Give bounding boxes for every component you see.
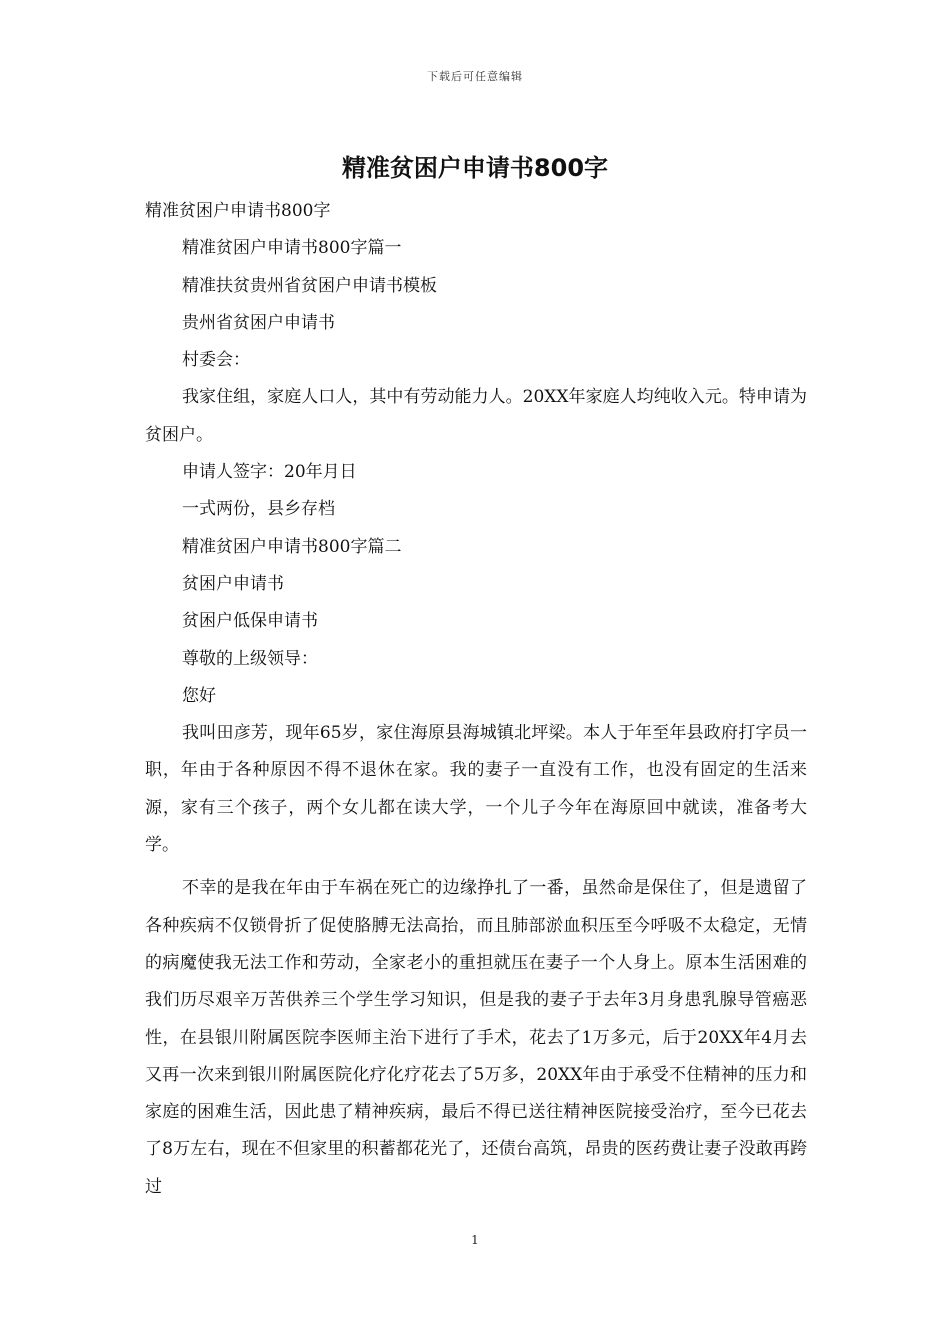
application-title: 贫困户申请书 <box>182 573 284 594</box>
document-title: 精准贫困户申请书800字 <box>341 154 609 182</box>
signature-line: 申请人签字：20年月日 <box>182 462 357 483</box>
greeting: 您好 <box>182 685 216 706</box>
application-subtitle: 贫困户低保申请书 <box>182 611 318 632</box>
page-header-note: 下载后可任意编辑 <box>427 70 523 83</box>
section-heading-one: 精准贫困户申请书800字篇一 <box>182 238 402 259</box>
archive-note: 一式两份，县乡存档 <box>182 499 335 520</box>
doc-subtitle: 精准贫困户申请书800字 <box>145 201 331 221</box>
paragraph: 不幸的是我在年由于车祸在死亡的边缘挣扎了一番，虽然命是保住了，但是遗留了各种疾病不仅锁骨折了促使胳膊无法高抬，而且肺部淤血积压至今呼吸不太稳定，无情的病魔使我无法工作和劳动，全家老小的重担就压在妻子一个人身上。原本生活困难的我们历尽艰辛万苦供养三个学生学习知识，但是我的妻子于去年3月身患乳腺导管癌恶性，在县银川附属医院李医师主治下进行了手术，花去了1万多元，后于20XX年4月去又再一次来到银川附属医院化疗化疗花去了5万多，20XX年由于承受不住精神的压力和家庭的困难生活，因此患了精神疾病，最后不得已送往精神医院接受治疗，至今已花去了8万左右，现在不但家里的积蓄都花光了，还债台高筑，昂贵的医药费让妻子没敢再跨过 <box>145 878 807 1197</box>
page-number: 1 <box>471 1233 479 1247</box>
salutation: 村委会： <box>182 350 250 371</box>
application-title: 贵州省贫困户申请书 <box>182 312 335 333</box>
paragraph: 我叫田彦芳，现年65岁，家住海原县海城镇北坪梁。本人于年至年县政府打字员一职，年由于各种原因不得不退休在家。我的妻子一直没有工作，也没有固定的生活来源，家有三个孩子，两个女儿都在读大学，一个儿子今年在海原回中就读，准备考大学。 <box>145 723 807 856</box>
salutation: 尊敬的上级领导： <box>182 648 318 669</box>
section-heading-two: 精准贫困户申请书800字篇二 <box>182 536 402 557</box>
paragraph: 我家住组，家庭人口人，其中有劳动能力人。20XX年家庭人均纯收入元。特申请为贫困户。 <box>145 387 807 445</box>
document-body <box>145 193 807 1206</box>
template-title: 精准扶贫贵州省贫困户申请书模板 <box>182 275 437 296</box>
